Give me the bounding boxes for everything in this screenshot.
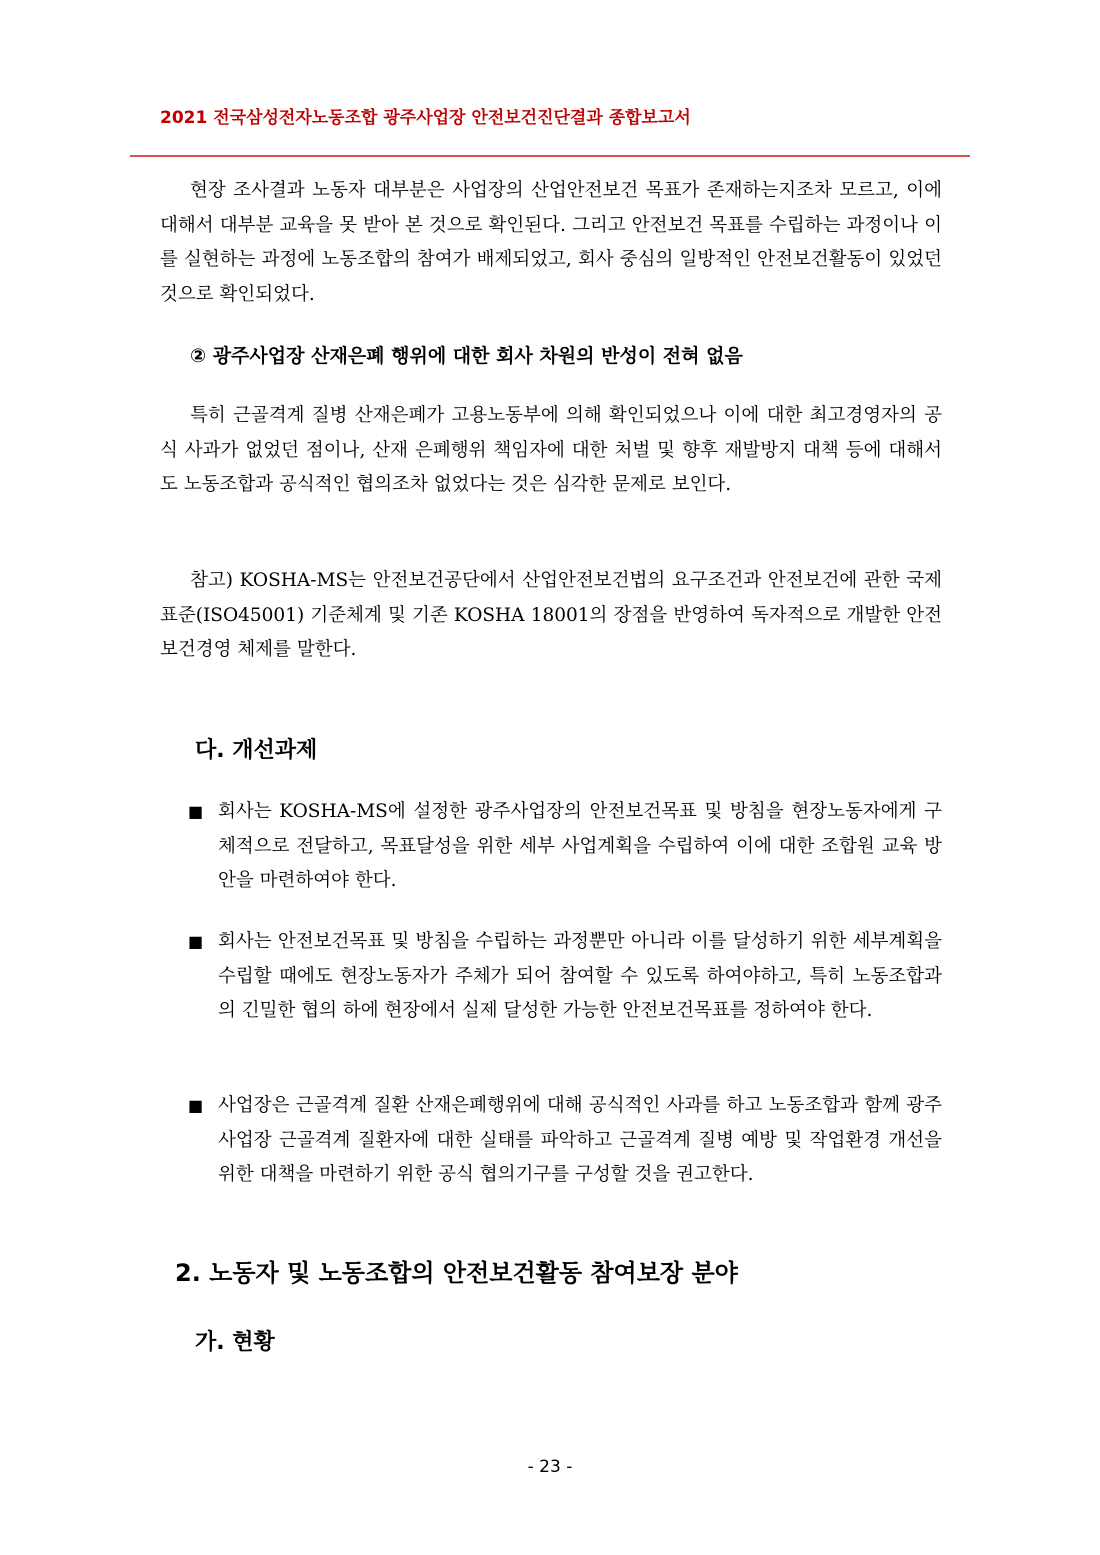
- list-item: [188, 1089, 942, 1193]
- paragraph-survey-result: 현장 조사결과 노동자 대부분은 사업장의 산업안전보건 목표가 존재하는지조차 모르고, 이에 대해서 대부분 교육을 못 받아 본 것으로 확인된다. 그리고 안전보건 목표를 수립하는 과정이나 이를 실현하는 과정에 노동조합의 참여가 배제되었고, 회사 중심의 일방적인 안전보건활동이 있었던 것으로 확인되었다.: [160, 180, 942, 305]
- square-bullet-icon: ■: [188, 1096, 204, 1115]
- paragraph-concealment: 특히 근골격계 질병 산재은폐가 고용노동부에 의해 확인되었으나 이에 대한 최고경영자의 공식 사과가 없었던 점이나, 산재 은폐행위 책임자에 대한 처벌 및 향후 재발방지 대책 등에 대해서도 노동조합과 공식적인 협의조차 없었다는 것은 심각한 문제로 보인다.: [160, 405, 942, 495]
- subheading-no-reflection: ② 광주사업장 산재은폐 행위에 대한 회사 차원의 반성이 전혀 없음: [190, 345, 743, 367]
- chapter-title: 2. 노동자 및 노동조합의 안전보건활동 참여보장 분야: [175, 1259, 738, 1287]
- list-item-text: 회사는 안전보건목표 및 방침을 수립하는 과정뿐만 아니라 이를 달성하기 위한 세부계획을 수립할 때에도 현장노동자가 주체가 되어 참여할 수 있도록 하여야하고, 특히 노동조합과의 긴밀한 협의 하에 현장에서 실제 달성한 가능한 안전보건목표를 정하여야 한다.: [218, 931, 942, 1021]
- section-title-improvement: 다. 개선과제: [195, 738, 318, 763]
- square-bullet-icon: ■: [188, 932, 204, 951]
- header-divider: [130, 155, 970, 157]
- list-item: [188, 795, 942, 899]
- report-title: 2021 전국삼성전자노동조합 광주사업장 안전보건진단결과 종합보고서: [160, 108, 691, 128]
- page-number: - 23 -: [527, 1457, 573, 1477]
- list-item-text: 사업장은 근골격계 질환 산재은폐행위에 대해 공식적인 사과를 하고 노동조합과 함께 광주사업장 근골격계 질환자에 대한 실태를 파악하고 근골격계 질병 예방 및 작업환경 개선을 위한 대책을 마련하기 위한 공식 협의기구를 구성할 것을 권고한다.: [218, 1095, 942, 1185]
- square-bullet-icon: ■: [188, 802, 204, 821]
- section-title-status: 가. 현황: [195, 1330, 275, 1355]
- paragraph-kosha-note: 참고) KOSHA-MS는 안전보건공단에서 산업안전보건법의 요구조건과 안전보건에 관한 국제표준(ISO45001) 기준체계 및 기존 KOSHA 18001의 장점을 반영하여 독자적으로 개발한 안전보건경영 체제를 말한다.: [160, 570, 942, 660]
- list-item: [188, 925, 942, 1029]
- list-item-text: 회사는 KOSHA-MS에 설정한 광주사업장의 안전보건목표 및 방침을 현장노동자에게 구체적으로 전달하고, 목표달성을 위한 세부 사업계획을 수립하여 이에 대한 조합원 교육 방안을 마련하여야 한다.: [218, 801, 942, 891]
